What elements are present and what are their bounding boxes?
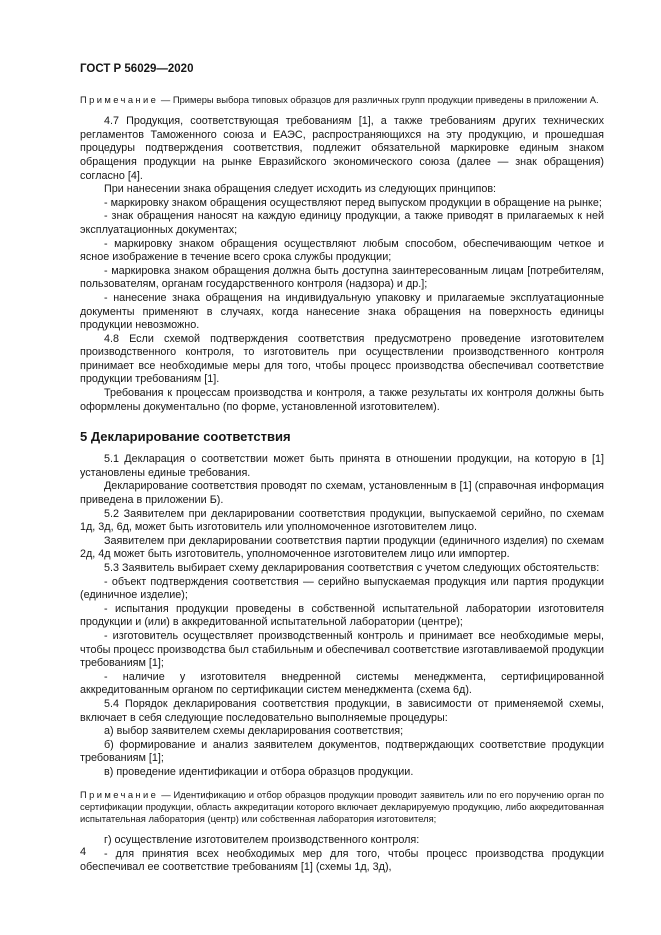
paragraph: При нанесении знака обращения следует исходить из следующих принципов:	[104, 183, 497, 196]
note-label: Примечание	[80, 788, 159, 800]
paragraph: Декларирование соответствия проводят по схемам, установленным в [1] (справочная информация приведена в приложении Б).	[80, 480, 604, 507]
list-item: г) осуществление изготовителем производственного контроля:	[104, 834, 420, 847]
paragraph: 5.1 Декларация о соответствии может быть принята в отношении продукции, на которую в [1] установлены единые требования.	[80, 453, 604, 479]
paragraph: 4.7 Продукция, соответствующая требованиям [1], а также требованиям других технических регламентов Таможенного союза и ЕАЭС, распространяющихся на эту продукцию, и прошедшая процедуры подтверждения соответствия, подлежит обязательной маркировке единым знаком обращения продукции на рынке Евразийского экономического союза (далее — знак обращения) согласно [4].	[80, 115, 604, 182]
note-text: — Идентификацию и отбор образцов продукции проводит заявитель или по его поручению орган по сертификации продукции, область аккредитации которого включает декларируемую продукцию, либо аккредитованная испытательная лаборатория (центр) или собственная лаборатория изготовителя;	[80, 788, 604, 824]
list-item: - изготовитель осуществляет производственный контроль и принимает все необходимые меры, чтобы процесс производства был стабильным и обеспечивал соответствие изготавливаемой продукции требованиям [1];	[80, 629, 604, 670]
page-content	[80, 94, 604, 875]
paragraph: 5.4 Порядок декларирования соответствия продукции, в зависимости от применяемой схемы, включает в себя следующие последовательно выполняемые процедуры:	[80, 697, 604, 724]
note-1	[80, 94, 604, 106]
page-number: 4	[80, 846, 87, 858]
list-item: - наличие у изготовителя внедренной системы менеджмента, сертифицированной аккредитованным органом по сертификации систем менеджмента (схема 6д).	[80, 670, 604, 697]
note-text: — Примеры выбора типовых образцов для различных групп продукции приведены в приложении А.	[158, 94, 599, 105]
note-2	[80, 789, 604, 826]
list-item: в) проведение идентификации и отбора образцов продукции.	[104, 765, 414, 778]
list-item: а) выбор заявителем схемы декларирования соответствия;	[104, 725, 404, 738]
document-header: ГОСТ Р 56029—2020	[80, 63, 194, 75]
section-heading: 5 Декларирование соответствия	[80, 429, 291, 445]
paragraph: 5.2 Заявителем при декларировании соответствия продукции, выпускаемой серийно, по схемам 1д, 3д, 6д, может быть изготовитель или уполномоченное изготовителем лицо.	[80, 507, 604, 534]
paragraph: Заявителем при декларировании соответствия партии продукции (единичного изделия) по схемам 2д, 4д может быть изготовитель, уполномоченное изготовителем лицо или импортер.	[80, 534, 604, 561]
list-item: - маркировку знаком обращения осуществляют перед выпуском продукции в обращение на рынке;	[104, 196, 602, 209]
paragraph: Требования к процессам производства и контроля, а также результаты их контроля должны быть оформлены документально (по форме, установленной изготовителем).	[80, 387, 604, 413]
list-item: - объект подтверждения соответствия — серийно выпускаемая продукция или партия продукции (единичное изделие);	[80, 575, 604, 602]
list-item: б) формирование и анализ заявителем документов, подтверждающих соответствие продукции требованиям [1];	[80, 738, 604, 765]
note-label: Примечание	[80, 94, 159, 105]
paragraph: 4.8 Если схемой подтверждения соответствия предусмотрено проведение изготовителем производственного контроля, то изготовитель при осуществлении производственного контроля принимает все необходимые меры для того, чтобы процесс производства обеспечивал соответствие продукции требованиям [1].	[80, 332, 604, 386]
list-item: - знак обращения наносят на каждую единицу продукции, а также приводят в прилагаемых к ней эксплуатационных документах;	[80, 210, 604, 236]
list-item: - нанесение знака обращения на индивидуальную упаковку и прилагаемые эксплуатационные документы применяют в случаях, когда нанесение знака обращения на поверхность единицы продукции невозможно.	[80, 291, 604, 332]
list-item: - маркировка знаком обращения должна быть доступна заинтересованным лицам [потребителям, пользователям, органам государственного контроля (надзора) и др.];	[80, 264, 604, 291]
list-item: - маркировку знаком обращения осуществляют любым способом, обеспечивающим четкое и ясное изображение в течение всего срока службы продукции;	[80, 237, 604, 264]
paragraph: 5.3 Заявитель выбирает схему декларирования соответствия с учетом следующих обстоятельств:	[104, 562, 600, 575]
list-item: - испытания продукции проведены в собственной испытательной лаборатории изготовителя продукции и (или) в аккредитованной испытательной лаборатории (центре);	[80, 602, 604, 629]
list-item: - для принятия всех необходимых мер для того, чтобы процесс производства продукции обеспечивал ее соответствие требованиям [1] (схемы 1д, 3д),	[80, 847, 604, 874]
